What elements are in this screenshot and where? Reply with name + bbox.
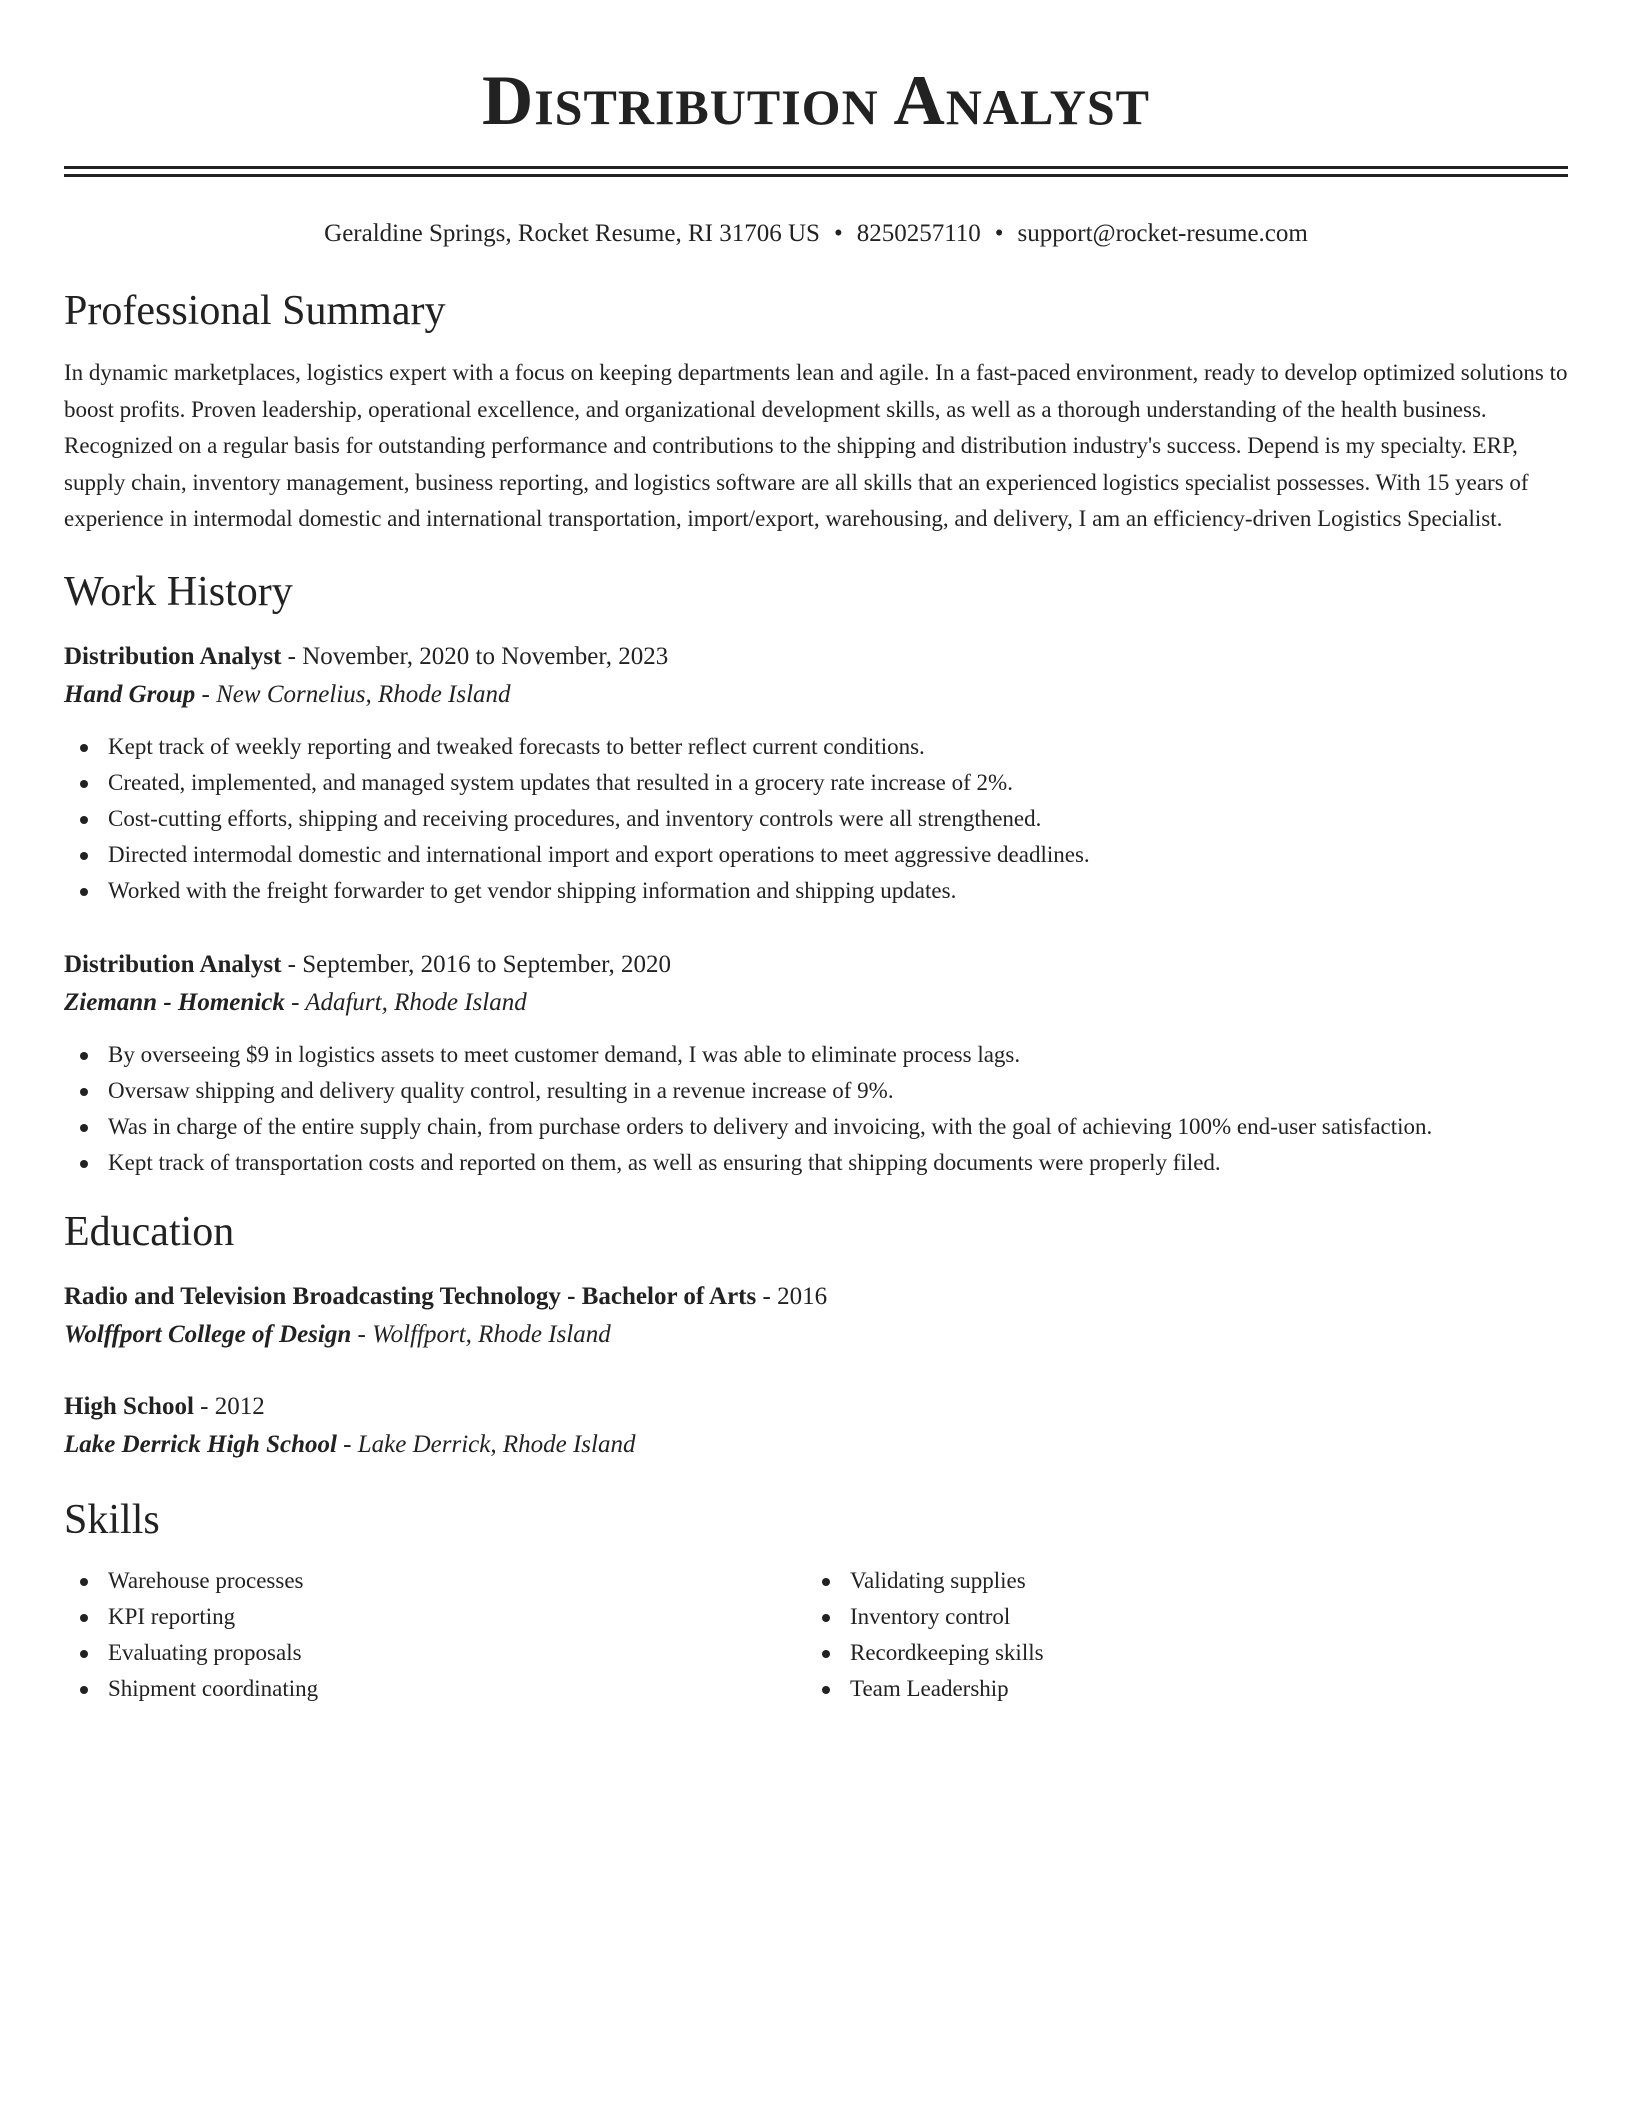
education-degree-line [64,1278,1568,1316]
skill-item: KPI reporting [64,1599,806,1635]
job-bullets [64,1037,1568,1181]
resume-title: Distribution Analyst [481,62,1151,140]
job-entry [64,638,1568,909]
work-history-heading: Work History [64,568,293,615]
job-bullet: Created, implemented, and managed system updates that resulted in a grocery rate increase of 2%. [64,765,1568,801]
education-entry [64,1278,1568,1354]
skill-item: Evaluating proposals [64,1635,806,1671]
summary-heading: Professional Summary [64,288,446,334]
skills-columns [64,1563,1568,1707]
job-bullet: Oversaw shipping and delivery quality control, resulting in a revenue increase of 9%. [64,1073,1568,1109]
skill-item: Shipment coordinating [64,1671,806,1707]
job-location: - Adafurt, Rhode Island [284,988,527,1016]
skill-item: Inventory control [806,1599,1548,1635]
job-bullet: Directed intermodal domestic and international import and export operations to meet aggressive deadlines. [64,837,1568,873]
education-degree: High School [64,1392,194,1420]
skill-item: Team Leadership [806,1671,1548,1707]
job-company-line [64,676,1568,714]
education-school-line [64,1426,1568,1464]
resume-page [64,0,1568,1707]
job-title-line [64,638,1568,676]
skill-item: Validating supplies [806,1563,1548,1599]
education-year: - 2016 [756,1282,828,1310]
job-bullet: Was in charge of the entire supply chain, from purchase orders to delivery and invoicing, with the goal of achieving 100% end-user satisfaction. [64,1109,1568,1145]
skills-column-right [806,1563,1548,1707]
education-degree-line [64,1388,1568,1426]
contact-separator: • [994,220,1004,247]
job-title: Distribution Analyst [64,642,282,670]
skills-column-left [64,1563,806,1707]
job-title-line [64,946,1568,984]
education-location: - Wolffport, Rhode Island [351,1320,611,1348]
job-company: Ziemann - Homenick [64,988,285,1016]
education-school: Lake Derrick High School [64,1430,337,1458]
education-year: - 2012 [193,1392,265,1420]
job-bullet: Kept track of weekly reporting and tweaked forecasts to better reflect current conditions. [64,729,1568,765]
job-title: Distribution Analyst [64,950,282,978]
job-bullet: Worked with the freight forwarder to get vendor shipping information and shipping updates. [64,873,1568,909]
job-company: Hand Group [64,680,196,708]
education-school-line [64,1316,1568,1354]
contact-address: Geraldine Springs, Rocket Resume, RI 31706 US [324,220,820,247]
contact-line [64,214,1568,254]
job-dates: - November, 2020 to November, 2023 [281,642,669,670]
summary-text: In dynamic marketplaces, logistics expert with a focus on keeping departments lean and agile. In a fast-paced environment, ready to develop optimized solutions to boost profits. Proven leadership, operational excellence, and organizational development skills, as well as a thorough understanding of the health business. Recognized on a regular basis for outstanding performance and contributions to the shipping and distribution industry's success. Depend is my specialty. ERP, supply chain, inventory management, business reporting, and logistics software are all skills that an experienced logistics specialist possesses. With 15 years of experience in intermodal domestic and international transportation, import/export, warehousing, and delivery, I am an efficiency-driven Logistics Specialist. [64,360,1568,532]
job-bullets [64,729,1568,909]
education-location: - Lake Derrick, Rhode Island [336,1430,636,1458]
contact-email: support@rocket-resume.com [1017,220,1308,247]
education-heading: Education [64,1208,235,1255]
job-bullet: By overseeing $9 in logistics assets to meet customer demand, I was able to eliminate process lags. [64,1037,1568,1073]
skill-item: Warehouse processes [64,1563,806,1599]
education-school: Wolffport College of Design [64,1320,352,1348]
skill-item: Recordkeeping skills [806,1635,1548,1671]
contact-separator: • [833,220,843,247]
education-entry [64,1388,1568,1464]
job-location: - New Cornelius, Rhode Island [195,680,511,708]
skills-heading: Skills [64,1496,160,1543]
title-divider [64,166,1568,177]
job-dates: - September, 2016 to September, 2020 [281,950,672,978]
contact-phone: 8250257110 [856,220,981,247]
job-entry [64,946,1568,1181]
job-bullet: Kept track of transportation costs and reported on them, as well as ensuring that shipping documents were properly filed. [64,1145,1568,1181]
job-company-line [64,984,1568,1022]
job-bullet: Cost-cutting efforts, shipping and receiving procedures, and inventory controls were all strengthened. [64,801,1568,837]
education-degree: Radio and Television Broadcasting Technology - Bachelor of Arts [64,1282,757,1310]
